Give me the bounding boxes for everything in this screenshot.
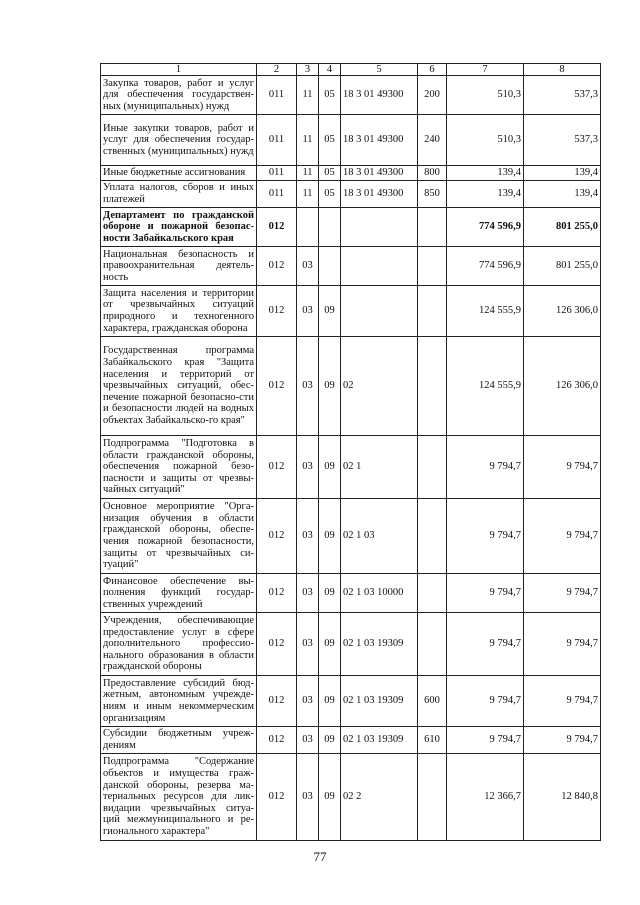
row-ved-cell: 012: [257, 436, 297, 499]
header-col-2: 2: [257, 64, 297, 76]
row-pr-cell: [319, 247, 341, 286]
row-pr-cell: 09: [319, 754, 341, 841]
row-amount-1-cell: 774 596,9: [447, 208, 524, 247]
page-number: 77: [313, 849, 327, 864]
row-name-cell: [101, 115, 257, 166]
header-col-3: 3: [297, 64, 319, 76]
row-name-cell: [101, 499, 257, 574]
row-amount-2-cell: 12 840,8: [524, 754, 601, 841]
header-col-4: 4: [319, 64, 341, 76]
row-name-cell: [101, 613, 257, 676]
table-row: [101, 574, 601, 613]
row-pr-cell: 05: [319, 115, 341, 166]
row-amount-1-cell: 9 794,7: [447, 676, 524, 727]
row-amount-2-cell: 537,3: [524, 76, 601, 115]
row-amount-1-cell: 139,4: [447, 166, 524, 181]
row-pr-cell: 09: [319, 727, 341, 754]
row-pr-cell: 09: [319, 676, 341, 727]
row-amount-1-cell: 9 794,7: [447, 436, 524, 499]
row-csr-cell: [341, 247, 418, 286]
header-col-8: 8: [524, 64, 601, 76]
row-rz-cell: 03: [297, 436, 319, 499]
row-amount-2-cell: 126 306,0: [524, 337, 601, 436]
row-pr-cell: 09: [319, 337, 341, 436]
row-name-text: Уплата налогов, сборов и иных платежей: [103, 182, 254, 205]
row-ved-cell: 012: [257, 574, 297, 613]
row-csr-cell: 18 3 01 49300: [341, 76, 418, 115]
row-name-text: Защита населения и территории от чрезвычайных ситуаций природного и техногенного характера, гражданская оборона: [103, 287, 254, 334]
row-vr-cell: 240: [418, 115, 447, 166]
row-csr-cell: 18 3 01 49300: [341, 166, 418, 181]
row-amount-2-cell: 139,4: [524, 166, 601, 181]
row-rz-cell: 03: [297, 613, 319, 676]
row-amount-1-cell: 9 794,7: [447, 613, 524, 676]
row-rz-cell: 03: [297, 754, 319, 841]
table-row: [101, 286, 601, 337]
row-rz-cell: 03: [297, 574, 319, 613]
row-vr-cell: [418, 754, 447, 841]
table-row: [101, 181, 601, 208]
row-amount-2-cell: 9 794,7: [524, 574, 601, 613]
table-row: [101, 676, 601, 727]
row-amount-1-cell: 124 555,9: [447, 286, 524, 337]
row-amount-1-cell: 510,3: [447, 115, 524, 166]
row-name-cell: [101, 181, 257, 208]
row-name-text: Предоставление субсидий бюд-жетным, автономным учрежде-ниям и иным некоммерческим организациям: [103, 677, 254, 724]
table-row: [101, 499, 601, 574]
row-ved-cell: 011: [257, 166, 297, 181]
row-name-cell: [101, 286, 257, 337]
row-pr-cell: 05: [319, 76, 341, 115]
row-ved-cell: 012: [257, 208, 297, 247]
row-amount-1-cell: 9 794,7: [447, 727, 524, 754]
row-csr-cell: 02 1 03 19309: [341, 676, 418, 727]
table-row: [101, 754, 601, 841]
row-vr-cell: [418, 247, 447, 286]
row-amount-2-cell: 9 794,7: [524, 676, 601, 727]
row-rz-cell: 03: [297, 286, 319, 337]
table-row: [101, 337, 601, 436]
row-name-cell: [101, 436, 257, 499]
table-row: [101, 247, 601, 286]
row-amount-2-cell: 9 794,7: [524, 499, 601, 574]
row-csr-cell: 18 3 01 49300: [341, 181, 418, 208]
row-vr-cell: 800: [418, 166, 447, 181]
table-body: [101, 76, 601, 841]
table-row: [101, 76, 601, 115]
row-vr-cell: [418, 286, 447, 337]
row-csr-cell: 02 1 03 10000: [341, 574, 418, 613]
row-csr-cell: [341, 208, 418, 247]
row-ved-cell: 011: [257, 181, 297, 208]
row-name-cell: [101, 247, 257, 286]
row-pr-cell: [319, 208, 341, 247]
row-vr-cell: [418, 436, 447, 499]
row-name-cell: [101, 166, 257, 181]
row-csr-cell: 02: [341, 337, 418, 436]
row-vr-cell: [418, 337, 447, 436]
row-csr-cell: 02 1 03 19309: [341, 613, 418, 676]
row-name-cell: [101, 727, 257, 754]
row-name-text: Субсидии бюджетным учреж-дениям: [103, 728, 254, 751]
row-name-text: Иные бюджетные ассигнования: [103, 167, 246, 179]
row-name-text: Государственная программа Забайкальского края "Защита населения и территорий от чрезвычайных ситуаций, обес-печение пожарной безопасно-сти и безопасности людей на водных объектах Забайкальско-го края": [103, 345, 254, 426]
row-name-cell: [101, 208, 257, 247]
table-header: [101, 64, 601, 76]
header-col-6: 6: [418, 64, 447, 76]
row-ved-cell: 012: [257, 247, 297, 286]
table-row: [101, 166, 601, 181]
row-amount-2-cell: 126 306,0: [524, 286, 601, 337]
row-ved-cell: 012: [257, 286, 297, 337]
row-name-text: Основное мероприятие "Орга-низация обучения в области гражданской обороны, обеспе-чения пожарной безопасности, защиты от чрезвычайных си-туаций": [103, 501, 254, 571]
row-vr-cell: 200: [418, 76, 447, 115]
row-rz-cell: 03: [297, 676, 319, 727]
row-amount-2-cell: 801 255,0: [524, 208, 601, 247]
row-name-cell: [101, 574, 257, 613]
row-rz-cell: 11: [297, 76, 319, 115]
row-amount-1-cell: 774 596,9: [447, 247, 524, 286]
row-ved-cell: 012: [257, 676, 297, 727]
row-csr-cell: 02 1 03 19309: [341, 727, 418, 754]
row-name-cell: [101, 76, 257, 115]
row-vr-cell: [418, 499, 447, 574]
header-col-7: 7: [447, 64, 524, 76]
row-csr-cell: 02 1: [341, 436, 418, 499]
row-pr-cell: 05: [319, 181, 341, 208]
row-ved-cell: 012: [257, 499, 297, 574]
row-name-text: Закупка товаров, работ и услуг для обеспечения государствен-ных (муниципальных) нужд: [103, 77, 254, 112]
row-name-cell: [101, 676, 257, 727]
table-row: [101, 208, 601, 247]
row-amount-2-cell: 139,4: [524, 181, 601, 208]
header-col-5: 5: [341, 64, 418, 76]
row-pr-cell: 09: [319, 574, 341, 613]
row-pr-cell: 09: [319, 613, 341, 676]
row-rz-cell: 03: [297, 727, 319, 754]
row-ved-cell: 011: [257, 115, 297, 166]
row-csr-cell: 18 3 01 49300: [341, 115, 418, 166]
row-ved-cell: 012: [257, 754, 297, 841]
row-name-text: Учреждения, обеспечивающие предоставление услуг в сфере дополнительного профессио-нального образования в области гражданской обороны: [103, 615, 254, 673]
row-vr-cell: 600: [418, 676, 447, 727]
row-rz-cell: [297, 208, 319, 247]
row-vr-cell: [418, 208, 447, 247]
row-pr-cell: 09: [319, 499, 341, 574]
row-amount-1-cell: 12 366,7: [447, 754, 524, 841]
row-amount-2-cell: 9 794,7: [524, 436, 601, 499]
row-pr-cell: 09: [319, 286, 341, 337]
row-vr-cell: [418, 574, 447, 613]
row-amount-1-cell: 510,3: [447, 76, 524, 115]
row-rz-cell: 03: [297, 499, 319, 574]
table-row: [101, 727, 601, 754]
row-name-text: Иные закупки товаров, работ и услуг для обеспечения государ-ственных (муниципальных) нужд: [103, 122, 254, 157]
row-csr-cell: 02 1 03: [341, 499, 418, 574]
row-vr-cell: 850: [418, 181, 447, 208]
row-csr-cell: 02 2: [341, 754, 418, 841]
row-rz-cell: 03: [297, 247, 319, 286]
row-name-text: Национальная безопасность и правоохранительная деятель-ность: [103, 248, 254, 283]
row-rz-cell: 11: [297, 166, 319, 181]
row-amount-2-cell: 801 255,0: [524, 247, 601, 286]
row-rz-cell: 03: [297, 337, 319, 436]
header-col-1: 1: [101, 64, 257, 76]
row-name-cell: [101, 337, 257, 436]
row-amount-1-cell: 9 794,7: [447, 574, 524, 613]
row-vr-cell: 610: [418, 727, 447, 754]
row-ved-cell: 012: [257, 613, 297, 676]
table-row: [101, 115, 601, 166]
row-amount-2-cell: 9 794,7: [524, 613, 601, 676]
row-pr-cell: 09: [319, 436, 341, 499]
row-amount-1-cell: 9 794,7: [447, 499, 524, 574]
table-row: [101, 613, 601, 676]
row-name-text: Подпрограмма "Подготовка в области гражданской обороны, обеспечения пожарной безо-пасности и защиты от чрезвы-чайных ситуаций": [103, 438, 254, 496]
row-ved-cell: 012: [257, 337, 297, 436]
row-amount-2-cell: 537,3: [524, 115, 601, 166]
row-name-cell: [101, 754, 257, 841]
row-csr-cell: [341, 286, 418, 337]
row-name-text: Департамент по гражданской обороне и пожарной безопас-ности Забайкальского края: [103, 209, 254, 244]
row-vr-cell: [418, 613, 447, 676]
table-row: [101, 436, 601, 499]
row-name-text: Подпрограмма "Содержание объектов и имущества граж-данской обороны, резерва ма-териальных ресурсов для лик-видации чрезвычайных ситуа-ций межмуниципального и ре-гионального характера": [103, 756, 254, 837]
budget-table: [100, 63, 601, 841]
row-ved-cell: 011: [257, 76, 297, 115]
row-rz-cell: 11: [297, 181, 319, 208]
row-name-text: Финансовое обеспечение вы-полнения функций государ-ственных учреждений: [103, 575, 254, 610]
row-ved-cell: 012: [257, 727, 297, 754]
row-amount-1-cell: 124 555,9: [447, 337, 524, 436]
row-pr-cell: 05: [319, 166, 341, 181]
row-amount-1-cell: 139,4: [447, 181, 524, 208]
row-amount-2-cell: 9 794,7: [524, 727, 601, 754]
row-rz-cell: 11: [297, 115, 319, 166]
